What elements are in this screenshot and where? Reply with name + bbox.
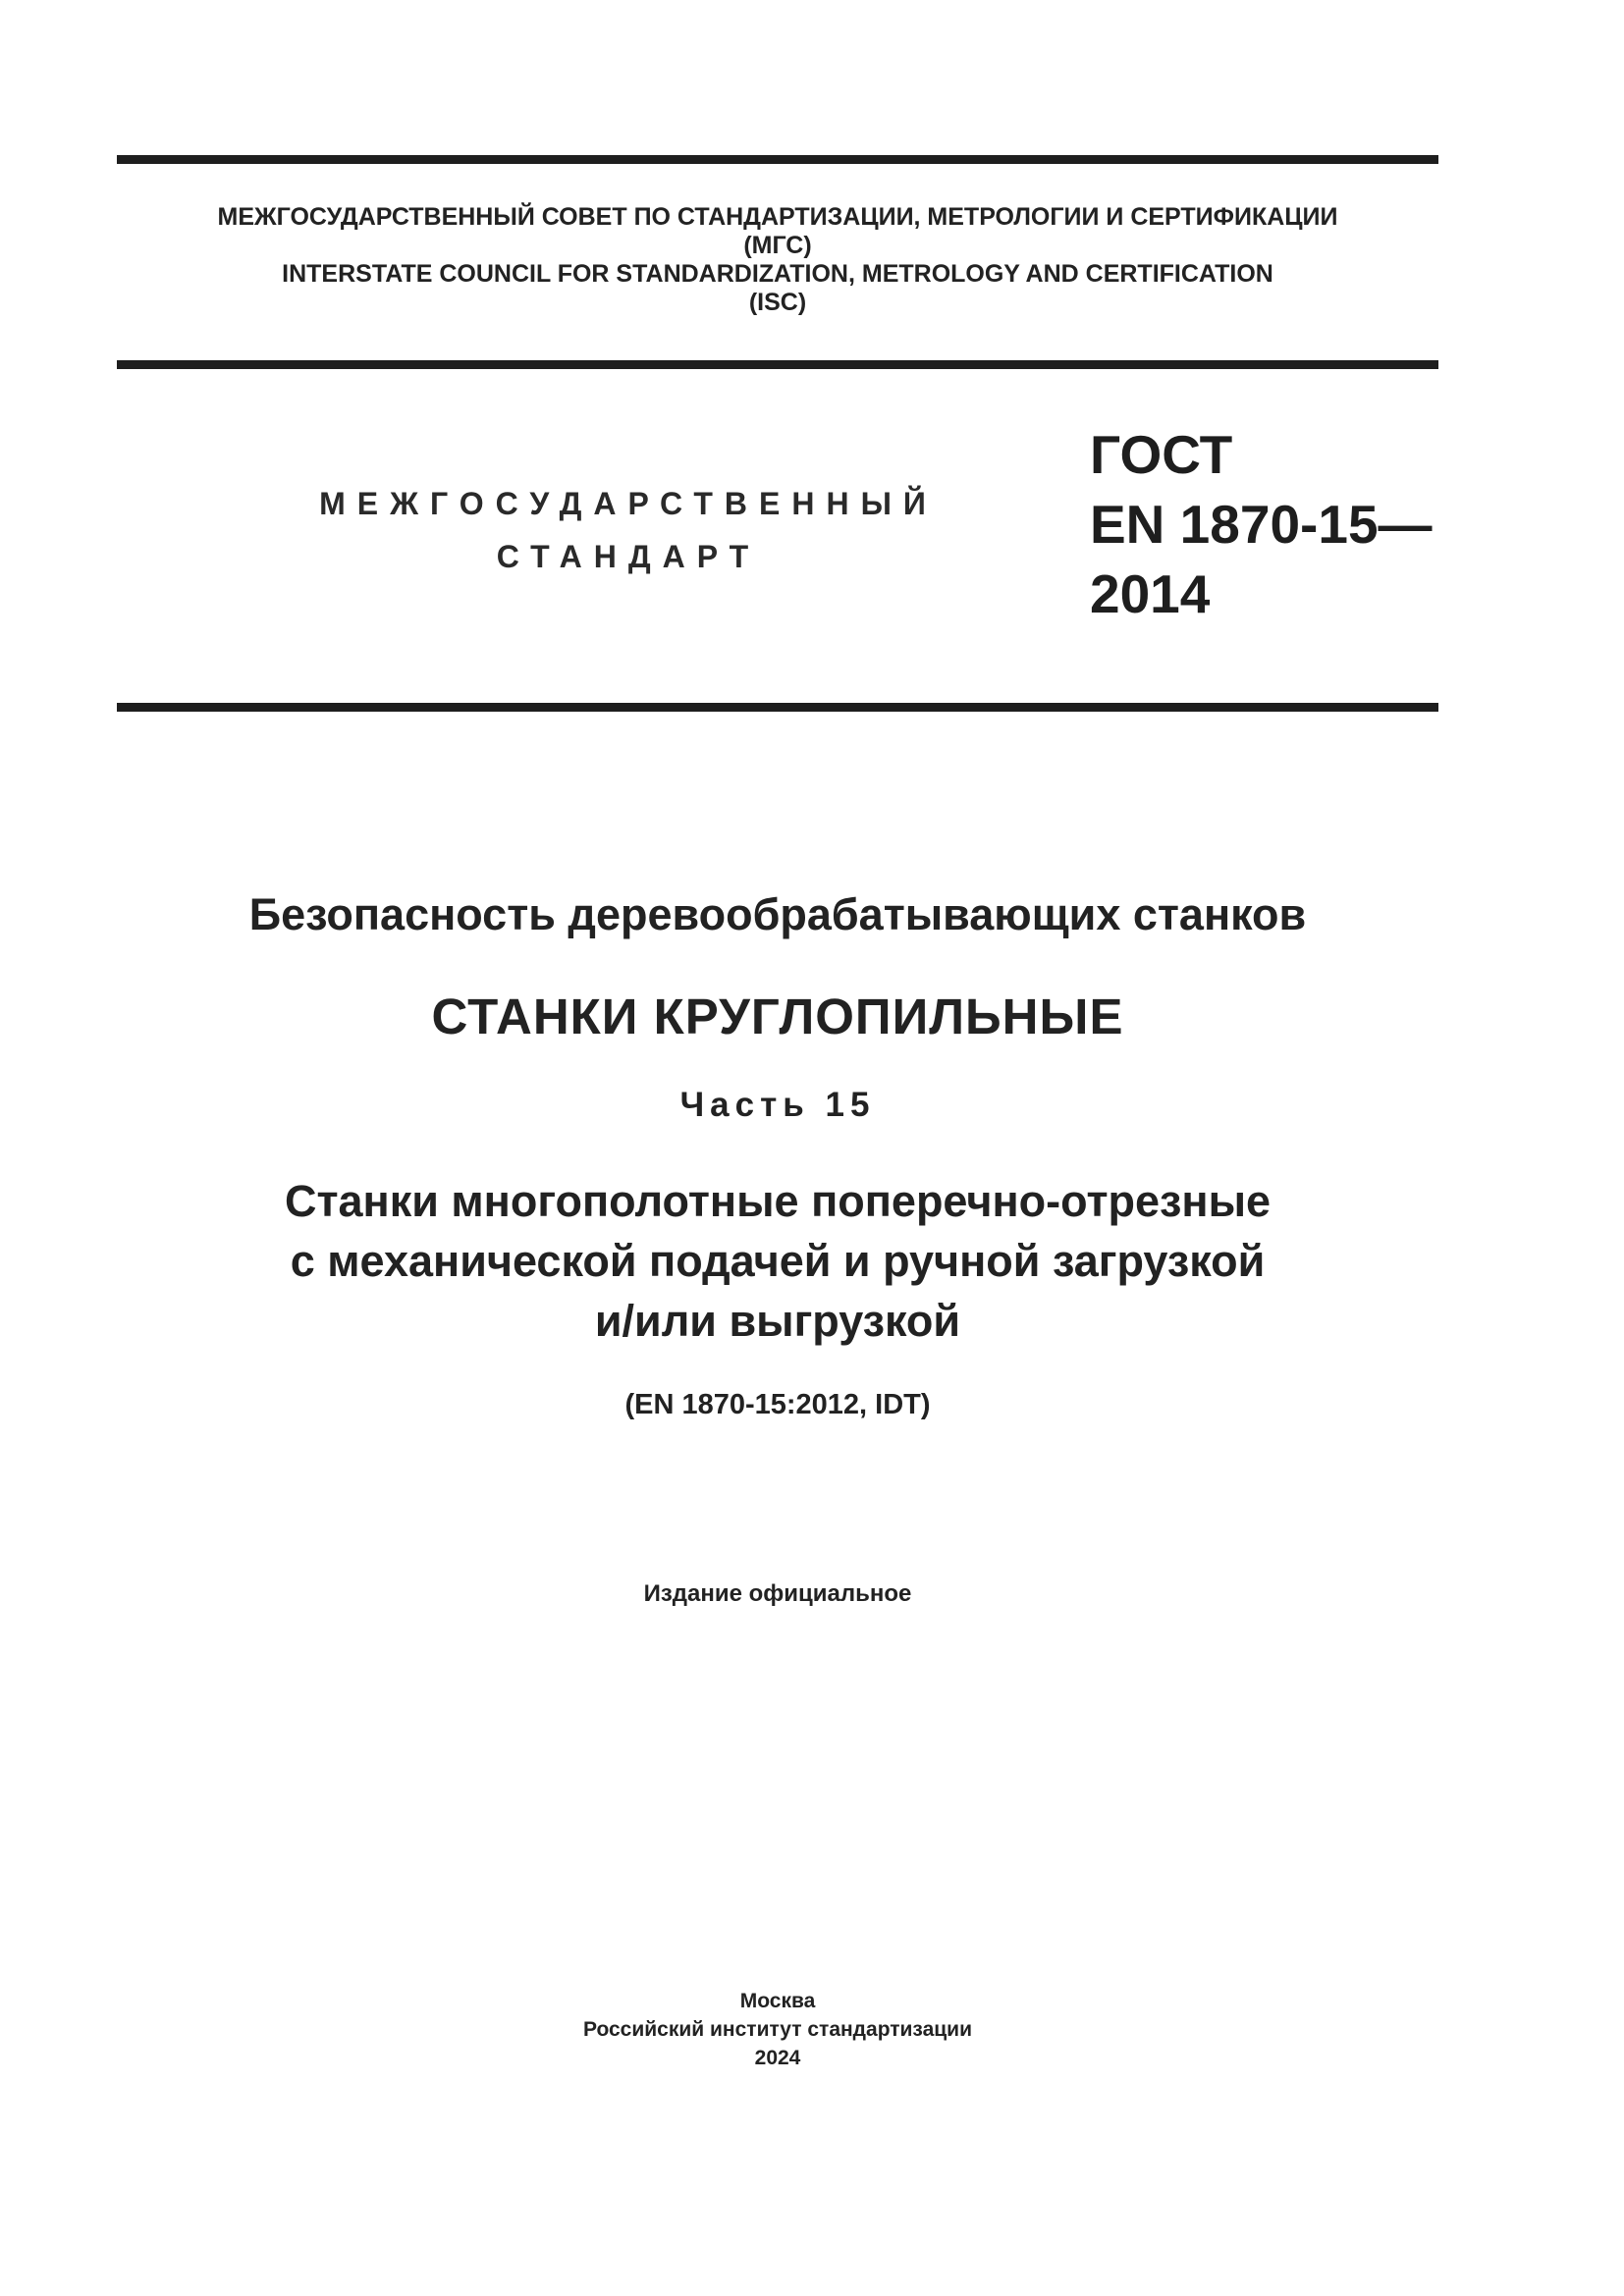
standard-kind-line2: СТАНДАРТ <box>496 539 761 574</box>
standard-number-line2: EN 1870-15— <box>1090 494 1433 555</box>
council-abbr-en: (ISC) <box>748 289 807 316</box>
publisher-year: 2024 <box>754 2047 801 2069</box>
standard-kind <box>275 477 982 583</box>
part-title-line3: и/или выгрузкой <box>594 1296 961 1346</box>
council-name-ru: МЕЖГОСУДАРСТВЕННЫЙ СОВЕТ ПО СТАНДАРТИЗАЦИИ, МЕТРОЛОГИИ И СЕРТИФИКАЦИИ <box>217 203 1338 231</box>
sub-title: СТАНКИ КРУГЛОПИЛЬНЫЕ <box>431 988 1124 1044</box>
middle-rule <box>117 360 1438 369</box>
bottom-rule <box>117 703 1438 712</box>
part-title <box>117 1171 1438 1351</box>
council-name-en: INTERSTATE COUNCIL FOR STANDARDIZATION, METROLOGY AND CERTIFICATION <box>282 260 1273 288</box>
council-abbr-ru: (МГС) <box>743 232 812 259</box>
main-title: Безопасность деревообрабатывающих станков <box>248 889 1307 939</box>
standard-number <box>1090 420 1433 629</box>
council-header <box>117 203 1438 317</box>
part-label: Часть 15 <box>679 1086 876 1124</box>
publisher-institute: Российский институт стандартизации <box>582 2018 973 2041</box>
publisher-city: Москва <box>739 1990 816 2012</box>
part-title-line1: Станки многополотные поперечно-отрезные <box>284 1176 1272 1226</box>
standard-number-line1: ГОСТ <box>1090 424 1233 485</box>
en-reference: (EN 1870-15:2012, IDT) <box>624 1389 931 1420</box>
edition-label: Издание официальное <box>643 1580 912 1607</box>
standard-kind-line1: МЕЖГОСУДАРСТВЕННЫЙ <box>319 486 938 521</box>
standard-number-line3: 2014 <box>1090 563 1211 624</box>
part-title-line2: с механической подачей и ручной загрузкой <box>290 1236 1266 1286</box>
top-rule <box>117 155 1438 164</box>
publisher-block <box>117 1987 1438 2072</box>
